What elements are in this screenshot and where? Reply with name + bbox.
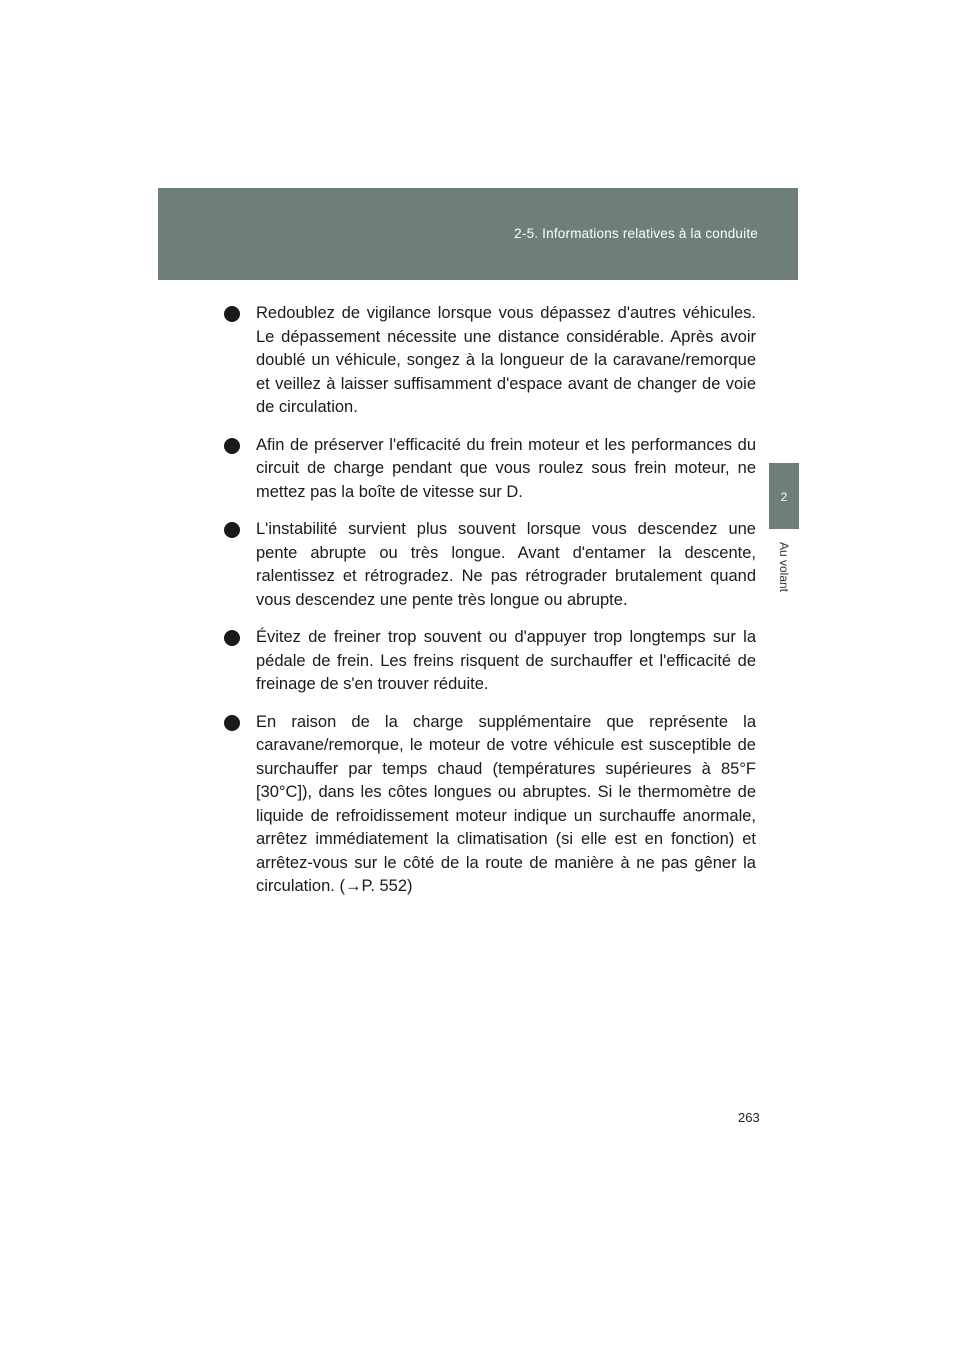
bullet-icon [224,715,240,731]
chapter-tab [769,463,799,529]
bullet-text: L'instabilité survient plus souvent lorsque vous descendez une pente abrupte ou très longue. Avant d'entamer la descente, ralentissez et rétrogradez. Ne pas rétrograder brutalement quand vous descendez une pente très longue ou abrupte. [256,520,756,609]
list-item [224,302,756,420]
chapter-label: Au volant [777,541,791,593]
bullet-text: Afin de préserver l'efficacité du frein moteur et les performances du circuit de charge pendant que vous roulez sous frein moteur, ne mettez pas la boîte de vitesse sur D. [256,435,756,501]
bullet-text: Évitez de freiner trop souvent ou d'appuyer trop longtemps sur la pédale de frein. Les freins risquent de surchauffer et l'efficacité de freinage de s'en trouver réduite. [256,628,756,693]
bullet-list [224,302,756,913]
section-header-band [158,188,798,280]
bullet-icon [224,630,240,646]
bullet-icon [224,438,240,454]
section-title: 2-5. Informations relatives à la conduite [514,226,758,241]
bullet-icon [224,522,240,538]
bullet-icon [224,306,240,322]
bullet-text: En raison de la charge supplémentaire que représente la caravane/remorque, le moteur de votre véhicule est susceptible de surchauffer par temps chaud (températures supérieures à 85°F [30°C]), dans les côtes longues ou abruptes. Si le thermomètre de liquide de refroidissement moteur indique un surchauffe anormale, arrêtez immédiatement la climatisation (si elle est en fonction) et arrêtez-vous sur le côté de la route de manière à ne pas gêner la circulation. (→P. 552) [256,712,756,895]
list-item [224,626,756,697]
list-item [224,711,756,899]
list-item [224,434,756,505]
page-number: 263 [738,1110,760,1125]
list-item [224,518,756,612]
bullet-text: Redoublez de vigilance lorsque vous dépassez d'autres véhicules. Le dépassement nécessite une distance considérable. Après avoir doublé un véhicule, songez à la longueur de la caravane/remorque et veillez à laisser suffisamment d'espace avant de changer de voie de circulation. [256,304,756,416]
chapter-number: 2 [780,490,788,504]
